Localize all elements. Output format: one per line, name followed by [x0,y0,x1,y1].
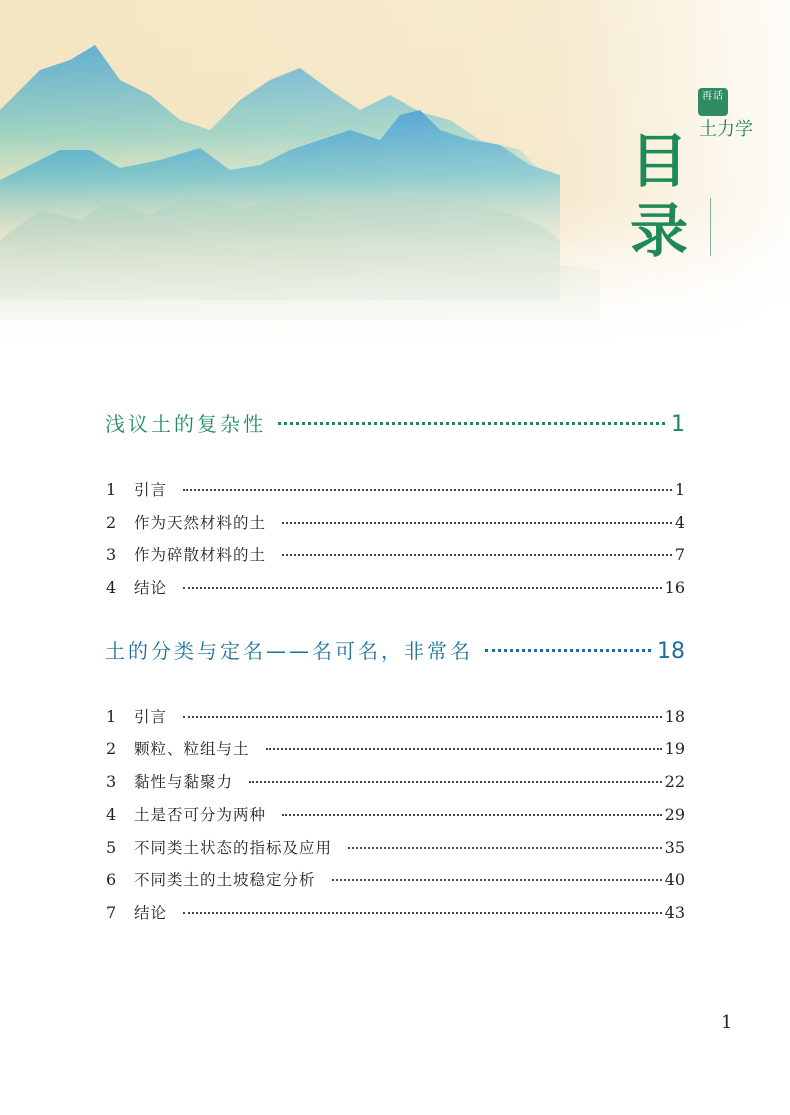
toc-header [620,88,753,265]
entry-page: 43 [664,902,685,922]
entry-page: 16 [664,578,685,598]
leader-dots [282,814,662,816]
decorative-divider [710,198,711,256]
book-subtitle: 土力学 [699,119,753,140]
series-badge: 再话 [698,88,728,116]
entry-title: 黏性与黏聚力 [134,773,234,792]
leader-dots [183,912,662,914]
leader-dots [278,422,665,425]
entry-title: 颗粒、粒组与土 [134,740,250,759]
entry-page: 40 [664,870,685,890]
toc-entry[interactable] [105,478,685,511]
entry-page: 19 [664,739,685,759]
toc-entry[interactable] [105,901,685,934]
section-title: 浅议土的复杂性 [105,412,266,436]
leader-dots [183,587,662,589]
entry-title: 作为天然材料的土 [134,513,267,532]
toc-entry[interactable] [105,576,685,609]
toc-entry[interactable] [105,705,685,738]
leader-dots [183,489,672,491]
entry-title: 结论 [134,903,168,922]
entry-title: 不同类土状态的指标及应用 [134,838,333,857]
entry-number: 3 [106,545,117,565]
leader-dots [266,748,662,750]
toc-entry[interactable] [105,770,685,803]
toc-entry[interactable] [105,511,685,544]
entry-title: 引言 [134,707,168,726]
leader-dots [348,847,662,849]
entry-number: 2 [106,512,117,532]
entry-page: 29 [664,804,685,824]
entry-page: 4 [674,512,685,532]
entry-list [105,705,685,934]
toc-entry[interactable] [105,868,685,901]
toc-entry[interactable] [105,803,685,836]
section-heading[interactable] [105,635,685,671]
entry-title: 作为碎散材料的土 [134,546,267,565]
section-page: 18 [657,638,685,664]
entry-title: 不同类土的土坡稳定分析 [134,871,316,890]
entry-number: 4 [106,804,117,824]
entry-page: 1 [674,480,685,499]
entry-title: 引言 [134,481,168,499]
section-heading[interactable] [105,408,685,444]
entry-list [105,478,685,609]
entry-number: 5 [106,837,117,857]
section-page: 1 [671,412,685,437]
entry-page: 18 [664,706,685,726]
leader-dots [332,879,662,881]
entry-page: 7 [674,545,685,565]
section-title: 土的分类与定名——名可名，非常名 [105,638,473,663]
entry-number: 3 [106,772,117,792]
entry-title: 结论 [134,579,168,598]
table-of-contents [105,408,685,934]
leader-dots [282,522,672,524]
toc-entry[interactable] [105,737,685,770]
entry-title: 土是否可分为两种 [134,805,267,824]
leader-dots [485,649,651,652]
toc-entry[interactable] [105,836,685,869]
entry-number: 2 [106,739,117,759]
entry-number: 6 [106,870,117,890]
entry-number: 4 [106,578,117,598]
entry-page: 22 [664,772,685,792]
entry-number: 7 [106,902,117,922]
entry-page: 35 [664,837,685,857]
entry-number: 1 [106,480,117,499]
page-title-char-1: 目 [629,127,688,195]
toc-section [105,408,685,609]
page-number: 1 [721,1012,733,1033]
toc-section [105,635,685,934]
toc-entry[interactable] [105,543,685,576]
leader-dots [249,781,662,783]
leader-dots [183,716,662,718]
leader-dots [282,554,672,556]
page-title-char-2: 录 [629,197,688,265]
entry-number: 1 [106,706,117,726]
